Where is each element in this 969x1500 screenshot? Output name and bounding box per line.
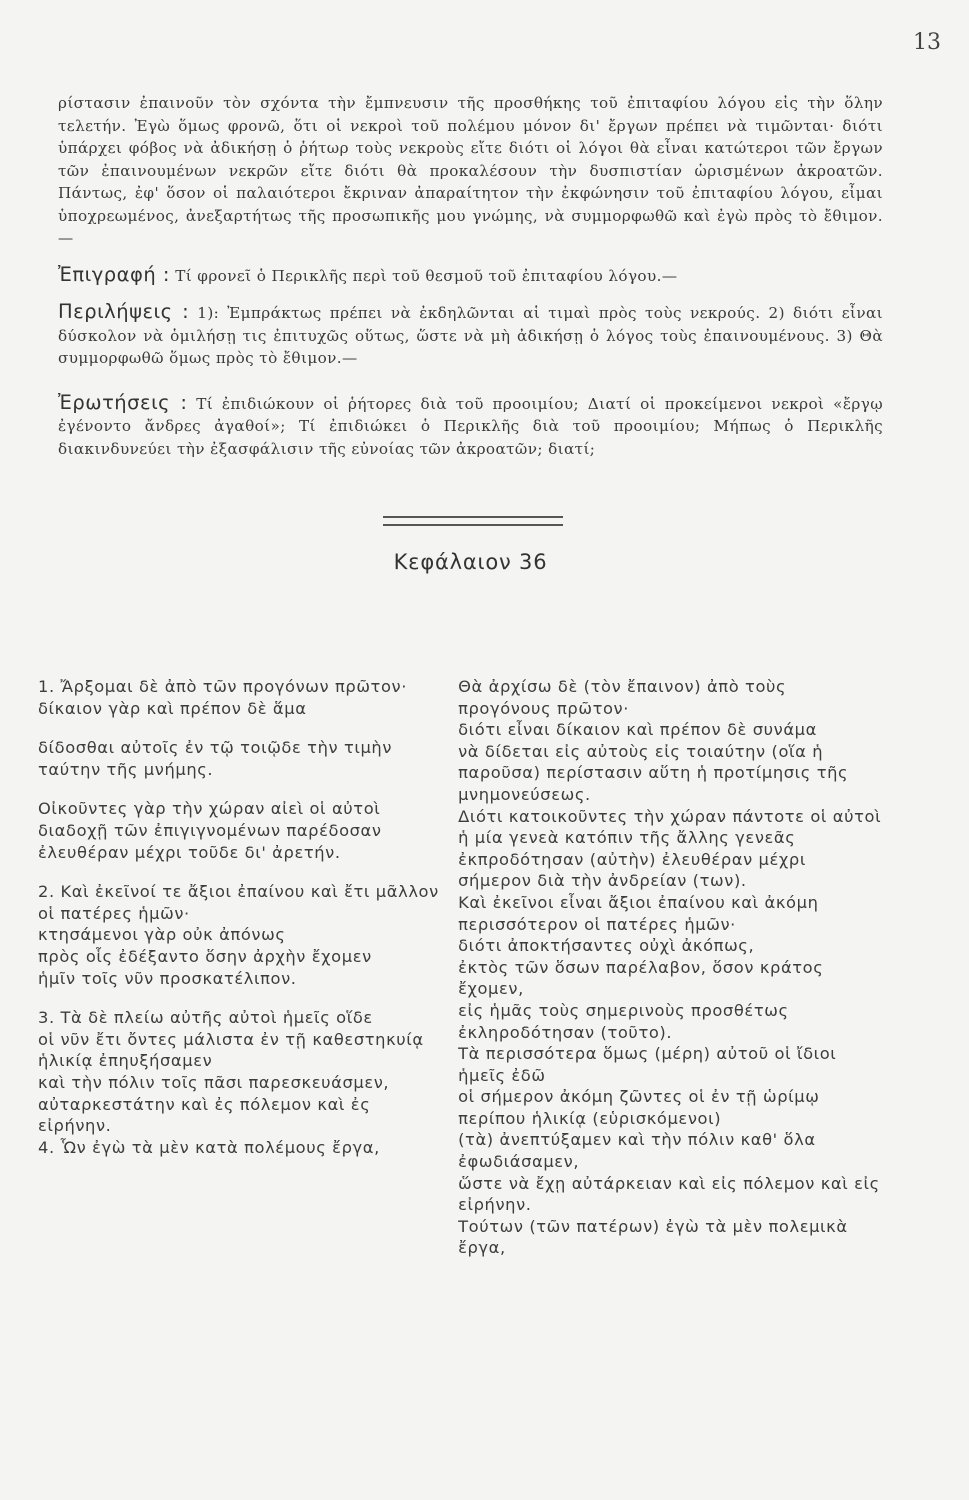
original-line: 2. Καὶ ἐκεῖνοί τε ἄξιοι ἐπαίνου καὶ ἔτι μᾶλλον οἱ πατέρες ἡμῶν· [38,882,439,923]
intro-paragraph: ρίστασιν ἐπαινοῦν τὸν σχόντα τὴν ἔμπνευσιν τῆς προσθήκης τοῦ ἐπιταφίου λόγου εἰς τὴν ὅλην τελετήν. Ἐγὼ ὅμως φρονῶ, ὅτι οἱ νεκροὶ τοῦ πολέμου μόνον δι' ἔργων πρέπει νὰ τιμῶνται· διότι ὑπάρχει φόβος νὰ ἀδικήσῃ ὁ ῥήτωρ τοὺς νεκροὺς εἴτε διότι οἱ λόγοι θὰ εἶναι κατώτεροι τῶν ἔργων τῶν ἐπαινουμένων νεκρῶν εἴτε διότι θὰ προκαλέσουν τὴν δυσπιστίαν ὡρισμένων ἀκροατῶν. Πάντως, ἐφ' ὅσον οἱ παλαιότεροι ἔκριναν ἀπαραίτητον τὴν ἐκφώνησιν τοῦ ἐπιταφίου λόγου, εἶμαι ὑποχρεωμένος, ἀνεξαρτήτως τῆς προσωπικῆς μου γνώμης, νὰ συμμορφωθῶ καὶ ἐγὼ πρὸς τὸ ἔθιμον.— [58,94,883,247]
epigraph-section [58,264,883,288]
translation-line: Τὰ περισσότερα ὅμως (μέρη) αὐτοῦ οἱ ἴδιοι ἡμεῖς ἐδῶ [458,1044,837,1085]
original-line: καὶ τὴν πόλιν τοῖς πᾶσι παρεσκευάσμεν, [38,1072,390,1092]
summary-section [58,301,883,370]
section-divider [383,516,563,526]
translation-line: διότι ἀποκτήσαντες οὐχὶ ἀκόπως, [458,936,755,956]
translation-line: ἡ μία γενεὰ κατόπιν τῆς ἄλλης γενεᾶς ἐκπροδότησαν (αὐτὴν) ἐλευθέραν μέχρι σήμερον διὰ τὴν ἀνδρείαν (των). [458,828,806,891]
translation-line: διότι εἶναι δίκαιον καὶ πρέπον δὲ συνάμα [458,720,817,740]
questions-label: Ἐρωτήσεις : [58,390,188,414]
translation-line: ἐκτὸς τῶν ὅσων παρέλαβον, ὅσον κράτος ἔχομεν, [458,957,824,999]
translation-line: Τούτων (τῶν πατέρων) ἐγὼ τὰ μὲν πολεμικὰ ἔργα, [458,1216,848,1258]
parallel-text [34,676,884,1259]
summary-text: 1): Ἐμπράκτως πρέπει νὰ ἐκδηλῶνται αἱ τιμαὶ πρὸς τοὺς νεκρούς. 2) διότι εἶναι δύσκολον νὰ ὁμιλήσῃ τις ἐπιτυχῶς οὕτως, ὥστε νὰ μὴ ἀδικήσῃ ὁ λόγος τοὺς ἐπαινουμένους. 3) Θὰ συμμορφωθῶ ὅμως πρὸς τὸ ἔθιμον.— [58,304,883,367]
original-line: 3. Τὰ δὲ πλείω αὐτῆς αὐτοὶ ἡμεῖς οἵδε [38,1008,373,1028]
original-line: δίδοσθαι αὐτοῖς ἐν τῷ τοιῷδε τὴν τιμὴν ταύτην τῆς μνήμης. [38,738,393,779]
original-line: οἱ νῦν ἔτι ὄντες μάλιστα ἐν τῇ καθεστηκυίᾳ ἡλικίᾳ ἐπηυξήσαμεν [38,1029,424,1071]
translation-line: Θὰ ἀρχίσω δὲ (τὸν ἔπαινον) ἀπὸ τοὺς προγόνους πρῶτον· [458,677,787,718]
original-line: διαδοχῇ τῶν ἐπιγιγνομένων παρέδοσαν ἐλευθέραν μέχρι τοῦδε δι' ἀρετήν. [38,820,382,862]
page-number: 13 [913,30,941,55]
translation-column [458,676,884,1259]
original-line: κτησάμενοι γὰρ οὐκ ἀπόνως [38,925,286,945]
epigraph-label: Ἐπιγραφή : [58,262,170,286]
original-line: 4. Ὧν ἐγὼ τὰ μὲν κατὰ πολέμους ἔργα, [38,1137,380,1157]
original-line: δίκαιον γὰρ καὶ πρέπον δὲ ἅμα [38,698,307,718]
original-line: 1. Ἄρξομαι δὲ ἀπὸ τῶν προγόνων πρῶτον· [38,677,407,696]
translation-line: εἰς ἡμᾶς τοὺς σημερινοὺς προσθέτως ἐκληροδότησαν (τοῦτο). [458,1000,789,1042]
original-line: Οἰκοῦντες γὰρ τὴν χώραν αἰεὶ οἱ αὐτοὶ [38,799,381,819]
translation-line: νὰ δίδεται εἰς αὐτοὺς εἰς τοιαύτην (οἵα ἡ παροῦσα) περίστασιν αὕτη ἡ προτίμησις τῆς μνημονεύσεως. [458,741,849,804]
translation-line: Καὶ ἐκεῖνοι εἶναι ἄξιοι ἐπαίνου καὶ ἀκόμη περισσότερον οἱ πατέρες ἡμῶν· [458,892,819,934]
page-body [58,28,883,574]
summary-label: Περιλήψεις : [58,300,190,323]
original-line: πρὸς οἷς ἐδέξαντο ὅσην ἀρχὴν ἔχομεν [38,946,372,966]
epigraph-text: Τί φρονεῖ ὁ Περικλῆς περὶ τοῦ θεσμοῦ τοῦ ἐπιταφίου λόγου.— [169,266,678,285]
questions-text: Τί ἐπιδιώκουν οἱ ῥήτορες διὰ τοῦ προοιμίου; Διατί οἱ προκείμενοι νεκροὶ «ἔργῳ ἐγένοντο ἄνδρες ἀγαθοί»; Τί ἐπιδιώκει ὁ Περικλῆς διὰ τοῦ προοιμίου; Μήπως ὁ Περικλῆς διακινδυνεύει τὴν ἐξασφάλισιν τῆς εὐνοίας τῶν ἀκροατῶν; διατί; [58,394,883,458]
questions-section [58,392,883,461]
translation-line: (τὰ) ἀνεπτύξαμεν καὶ τὴν πόλιν καθ' ὅλα ἐφωδιάσαμεν, [458,1130,816,1172]
original-line: ἡμῖν τοῖς νῦν προσκατέλιπον. [38,968,297,988]
translation-line: οἱ σήμερον ἀκόμη ζῶντες οἱ ἐν τῇ ὡρίμῳ περίπου ἡλικίᾳ (εὑρισκόμενοι) [458,1087,820,1128]
chapter-title: Κεφάλαιον 36 [393,550,548,574]
original-text-column [34,676,444,1259]
translation-line: Διότι κατοικοῦντες τὴν χώραν πάντοτε οἱ αὐτοὶ [458,806,882,826]
original-line: αὐταρκεστάτην καὶ ἐς πόλεμον καὶ ἐς εἰρήνην. [38,1094,371,1136]
translation-line: ὥστε νὰ ἔχῃ αὐτάρκειαν καὶ εἰς πόλεμον καὶ εἰς εἰρήνην. [458,1173,880,1215]
